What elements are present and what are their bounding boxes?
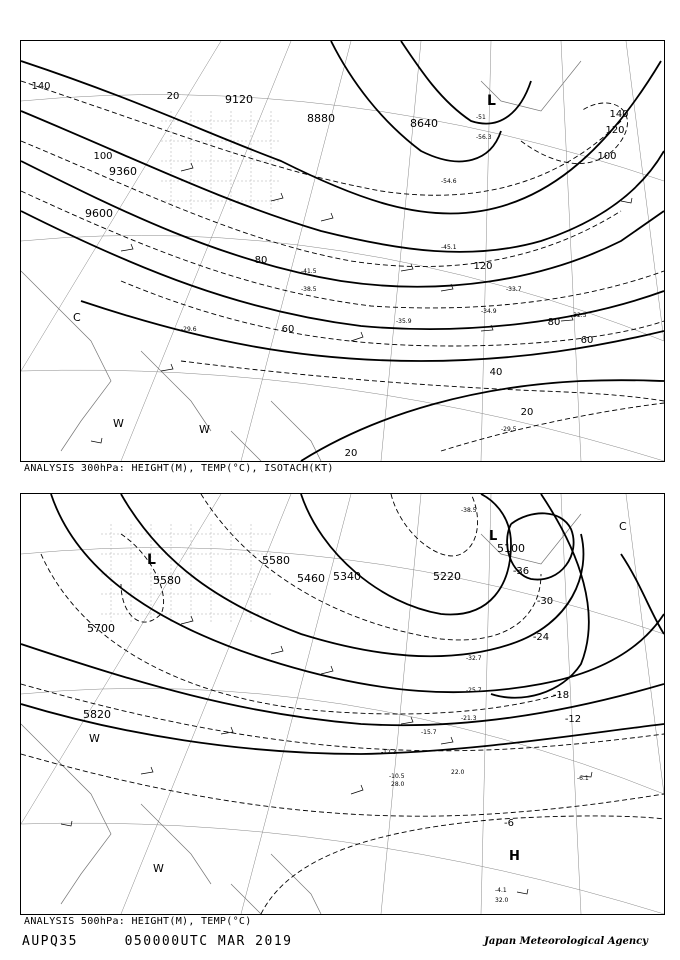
station-label: -4.1 (495, 887, 507, 894)
station-label: 32.0 (495, 897, 509, 904)
station-label: -38.5 (461, 507, 477, 514)
coastline (21, 61, 581, 461)
height-label: 5460 (297, 572, 325, 585)
temperature-label: -54.6 (441, 178, 457, 185)
graticule (21, 41, 664, 461)
station-label: -25.7 (466, 687, 482, 694)
temperature-label: -34.9 (481, 308, 497, 315)
isotach-label: 20 (520, 407, 534, 418)
isotach-contours (21, 81, 664, 451)
isotherm-label: -12 (564, 714, 582, 725)
isotach-label: 120 (605, 125, 625, 136)
height-label: 8880 (307, 112, 335, 125)
low-pressure-mark: L (147, 552, 156, 568)
height-label: 9120 (225, 93, 253, 106)
temperature-label: -41.5 (301, 268, 317, 275)
isotach-label: 140 (31, 81, 51, 92)
isotherm-label: -36 (512, 566, 530, 577)
temperature-label: -29.5 (501, 426, 517, 433)
isotach-label: 40 (489, 367, 503, 378)
isotach-label: 100 (93, 151, 113, 162)
isotach-label: 140 (609, 109, 629, 120)
temperature-label: -38.5 (301, 286, 317, 293)
chart-code: AUPQ35 (22, 934, 78, 949)
isotach-label: 60 (281, 324, 295, 335)
isotherm-label: -24 (532, 632, 550, 643)
cold-mark: C (73, 311, 81, 324)
isotach-label: 60 (580, 335, 594, 346)
agency-credit: Japan Meteorological Agency (484, 936, 648, 947)
isotherm-label: -18 (552, 690, 570, 701)
isotherm-label: -6 (504, 818, 514, 829)
height-label: 9360 (109, 165, 137, 178)
station-label: -32.7 (466, 655, 482, 662)
temperature-label: -29.6 (181, 326, 197, 333)
temperature-label: -56.3 (476, 134, 492, 141)
high-pressure-mark: H (509, 849, 520, 864)
temperature-label: -45.1 (441, 244, 457, 251)
station-label: -10.5 (389, 773, 405, 780)
warm-mark: W (153, 862, 164, 875)
station-label: -21.3 (461, 715, 477, 722)
map-panel-500hpa (20, 493, 665, 915)
low-pressure-mark: L (487, 93, 496, 109)
caption-500hpa: ANALYSIS 500hPa: HEIGHT(M), TEMP(°C) (24, 916, 252, 927)
temperature-label: -32.5 (571, 312, 587, 319)
warm-mark: W (199, 423, 210, 436)
isotach-label: 80 (254, 255, 268, 266)
cold-mark: C (619, 520, 627, 533)
map-panel-300hpa (20, 40, 665, 462)
caption-300hpa: ANALYSIS 300hPa: HEIGHT(M), TEMP(°C), ISOTACH(KT) (24, 463, 334, 474)
height-label: 9600 (85, 207, 113, 220)
low-pressure-mark: L (489, 529, 498, 544)
chart-identifier (22, 934, 293, 949)
station-label: 28.0 (391, 781, 405, 788)
height-label: 5820 (83, 708, 111, 721)
isotherm-label: -30 (536, 596, 554, 607)
isotach-label: 100 (597, 151, 617, 162)
height-label: 5220 (433, 570, 461, 583)
isotach-label: 80 (547, 317, 561, 328)
height-label: 8640 (410, 117, 438, 130)
map-500hpa (21, 494, 664, 914)
isotach-label: 120 (473, 261, 493, 272)
warm-mark: W (89, 732, 100, 745)
station-label: -12.3 (381, 749, 397, 756)
height-label: 5580 (153, 574, 181, 587)
height-label: 5580 (262, 554, 290, 567)
isotach-label: 20 (166, 91, 180, 102)
warm-mark: W (113, 417, 124, 430)
valid-time: 050000UTC MAR 2019 (124, 934, 293, 949)
temperature-label: -35.9 (396, 318, 412, 325)
temperature-label: -33.7 (506, 286, 522, 293)
station-label: -15.7 (421, 729, 437, 736)
station-label: -6.1 (577, 775, 589, 782)
height-label: 5100 (497, 542, 525, 555)
graticule (21, 494, 664, 914)
height-label: 5700 (87, 622, 115, 635)
temperature-label: -51 (476, 114, 486, 121)
height-label: 5340 (333, 570, 361, 583)
map-300hpa (21, 41, 664, 461)
station-label: 22.0 (451, 769, 465, 776)
isotach-label: 20 (344, 448, 358, 459)
